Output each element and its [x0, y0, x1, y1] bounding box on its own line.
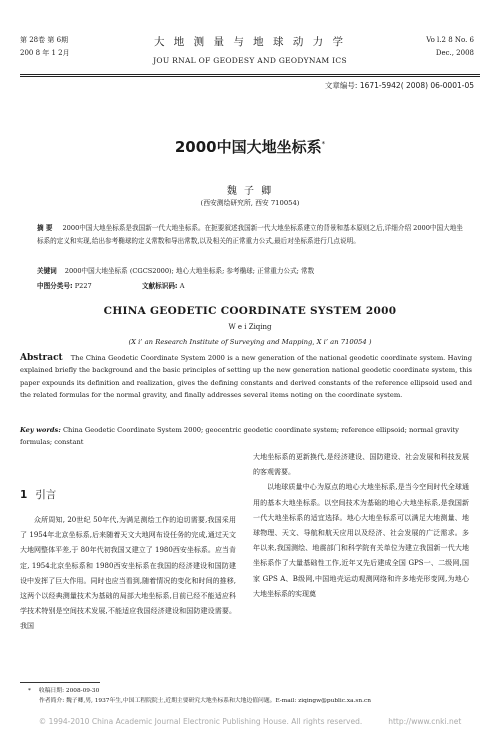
abstract-cn	[37, 222, 469, 247]
clc-value: P227	[74, 282, 92, 290]
english-author: W e i Ziqing	[228, 323, 272, 331]
right-column	[253, 450, 469, 602]
abstract-en	[20, 352, 472, 402]
issue-date-cn: 200 8 年 1 2月	[20, 49, 70, 57]
journal-header	[0, 34, 500, 65]
footnote-rule	[20, 682, 100, 683]
title-footnote-mark: *	[321, 140, 326, 148]
abstract-en-text: The China Geodetic Coordinate System 2000 is a new generation of the national geodetic coordinate system. Having explained briefly the background and the basic principles of setting up the new generation national geodetic coordinate system, this paper expounds its definition and realization, gives the defining constants and derived constants of the reference ellipsoid used and the related formulas for the normal gravity, and finally addresses several items noting on the coordinate system.	[20, 354, 472, 400]
header-rule	[20, 74, 480, 75]
author-name: 魏 子 卿	[226, 186, 274, 197]
volume-issue: 第 28卷 第 6期	[20, 36, 69, 44]
author-bio: 作者简介: 魏子卿,男, 1937年生,中国工程院院士,近期主要研究大地坐标系和大地边值问题。E-mail: ziqingw@public.xa.sn.cn	[39, 698, 371, 704]
keywords-cn-label: 关键词	[37, 267, 57, 275]
paper-title-text: 2000中国大地坐标系	[174, 138, 322, 156]
section-title: 引言	[35, 489, 57, 501]
footnote	[28, 686, 478, 706]
section-heading	[20, 487, 56, 502]
abstract-cn-text: 2000中国大地坐标系是我国新一代大地坐标系。在扼要叙述我国新一代大地坐标系建立的背景和基本原则之后,详细介绍 2000中国大地坐标系的定义和实现,给出参考椭球的定义常数和导出常数,以及相关的正常重力公式,最后对坐标系进行几点说明。	[37, 224, 463, 245]
footer-url[interactable]: http://www.cnki.net	[388, 717, 462, 726]
author-affiliation: (西安测绘研究所, 西安 710054)	[200, 199, 300, 207]
volume-issue-en: Vo l.2 8 No. 6	[426, 36, 474, 44]
abstract-en-label: Abstract	[20, 353, 63, 363]
section-number: 1	[20, 489, 28, 501]
copyright-footer	[0, 717, 500, 731]
article-number: 文章编号: 1671-5942( 2008) 06-0001-05	[324, 81, 474, 90]
footnote-mark: *	[28, 688, 31, 694]
keywords-en-label: Key words:	[20, 426, 61, 434]
keywords-en-text: China Geodetic Coordinate System 2000; geocentric geodetic coordinate system; reference ellipsoid; normal gravity formulas; constant	[20, 426, 459, 447]
abstract-cn-label: 摘 要	[37, 224, 53, 232]
copyright-text: © 1994-2010 China Academic Journal Electronic Publishing House. All rights reserved.	[38, 717, 363, 726]
paragraph: 大地坐标系的更新换代,是经济建设、国防建设、社会发展和科技发展的客观需要。	[253, 453, 469, 477]
keywords-cn	[37, 265, 314, 275]
doc-code-value: A	[179, 282, 185, 290]
left-column	[20, 513, 236, 635]
doc-code-label: 文献标识码:	[141, 282, 178, 290]
header-right	[426, 34, 474, 60]
paragraph: 众所周知, 20世纪 50年代,为满足测绘工作的迫切需要,我国采用了 1954年北京坐标系,后来随着天文大地网布设任务的完成,通过天文大地网整体平差,于 80年代初我国又建立了 1980西安坐标系。应当肯定, 1954北京坐标系和 1980西安坐标系在我国的经济建设和国防建设中发挥了巨大作用。同时也应当看到,随着情况的变化和时间的推移,这两个以经典测量技术为基础的局部大地坐标系,目前已经不能适应科学技术特别是空间技术发展,不能适应我国经济建设和国防建设需要。我国	[20, 516, 236, 631]
header-rule-double	[20, 76, 480, 77]
english-title: CHINA GEODETIC COORDINATE SYSTEM 2000	[103, 305, 397, 317]
paragraph: 以地球质量中心为原点的地心大地坐标系,是当今空间时代全球通用的基本大地坐标系。以空间技术为基础的地心大地坐标系,是我国新一代大地坐标系的适宜选择。地心大地坐标系可以满足大地测量、地球物理、天文、导航和航天应用以及经济、社会发展的广泛需求。多年以来,我国测绘、地震部门和科学院有关单位为建立我国新一代大地坐标系作了大量基础性工作,近年又先后建成全国 GPS一、二级网,国家 GPS A、B级网,中国地壳运动观测网络和许多地壳形变网,为地心大地坐标系的实现奠	[253, 483, 469, 598]
keywords-en	[20, 424, 472, 449]
received-date: 收稿日期: 2008-09-30	[38, 688, 100, 694]
keywords-cn-text: 2000中国大地坐标系 (CGCS2000); 地心大地坐标系; 参考椭球; 正常重力公式; 常数	[64, 267, 315, 275]
clc-label: 中图分类号:	[37, 282, 73, 290]
journal-name-cn: 大 地 测 量 与 地 球 动 力 学	[153, 36, 347, 48]
paper-title	[0, 136, 500, 157]
issue-date-en: Dec., 2008	[435, 49, 474, 57]
classification-row	[37, 280, 184, 290]
english-affiliation: (X i’ an Research Institute of Surveying and Mapping, X i’ an 710054 )	[128, 338, 372, 346]
journal-name-en: JOU RNAL OF GEODESY AND GEODYNAM ICS	[153, 56, 347, 65]
